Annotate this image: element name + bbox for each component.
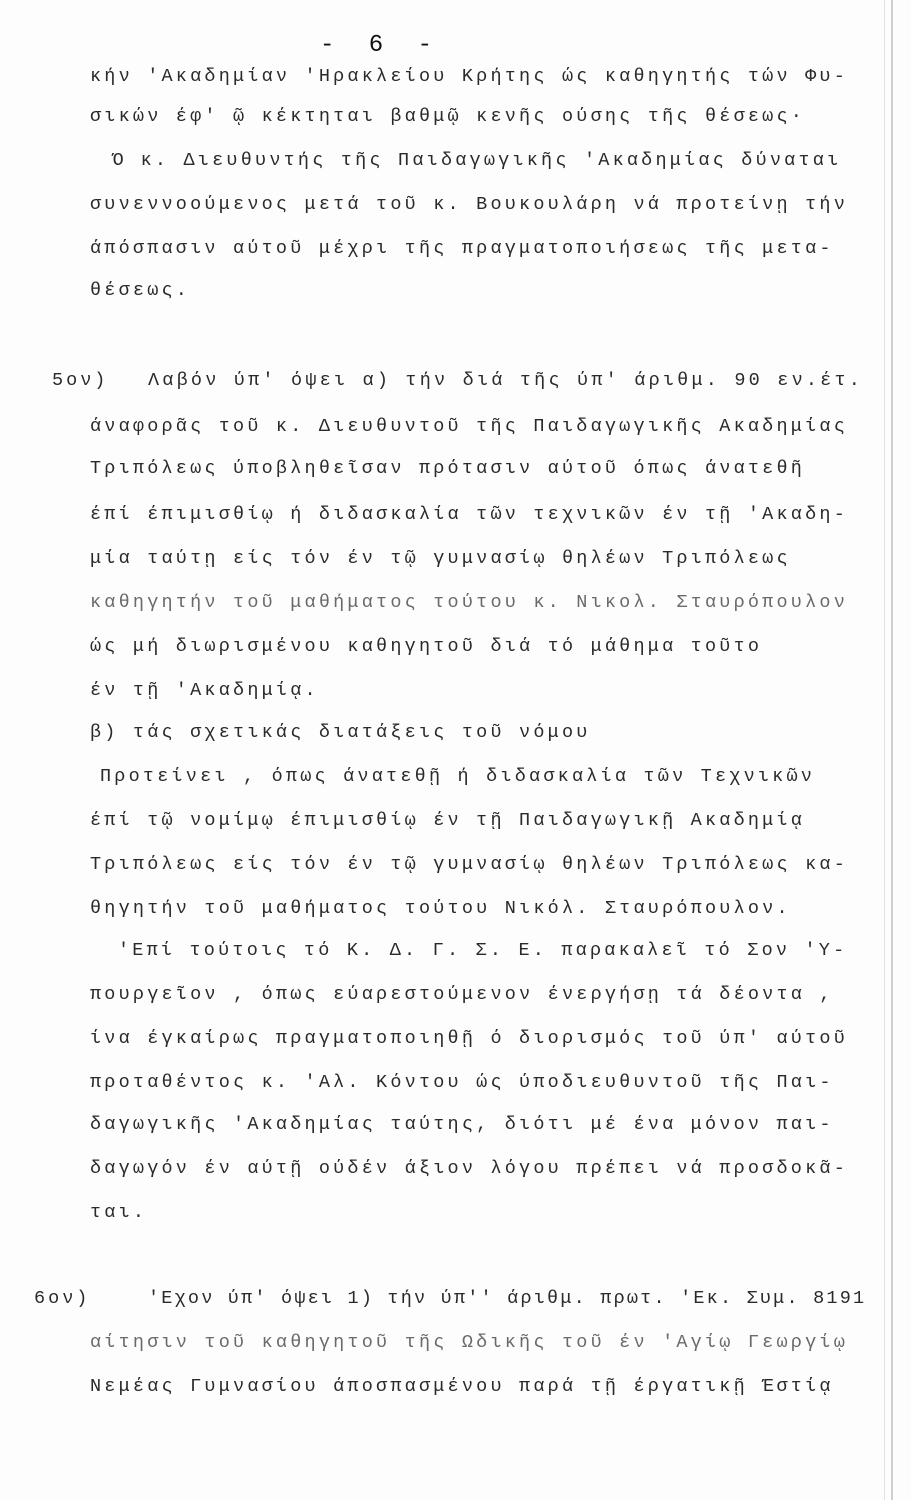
text-line: κήν 'Ακαδημίαν 'Ηρακλείου Κρήτης ώς καθηγητής τών Φυ- [90, 66, 848, 87]
text-line: άπόσπασιν αύτοῦ μέχρι τῆς πραγματοποιήσεως τῆς μετα- [90, 238, 834, 259]
text-line: Ό κ. Διευθυντής τῆς Παιδαγωγικῆς 'Ακαδημίας δύναται [112, 150, 842, 171]
text-line: άναφορᾶς τοῦ κ. Διευθυντοῦ τῆς Παιδαγωγικῆς Ακαδημίας [90, 416, 848, 437]
text-line: μία ταύτῃ είς τόν έν τῷ γυμνασίῳ θηλέων Τριπόλεως [90, 548, 791, 569]
text-line: Τριπόλεως είς τόν έν τῷ γυμνασίῳ θηλέων Τριπόλεως κα- [90, 854, 848, 875]
text-line: δαγωγικῆς 'Ακαδημίας ταύτης, διότι μέ ένα μόνον παι- [90, 1114, 834, 1135]
page-edge-line-inner [884, 0, 885, 1500]
text-line: ται. [90, 1202, 148, 1223]
text-line: καθηγητήν τοῦ μαθήματος τούτου κ. Νικολ. Σταυρόπουλον [90, 592, 848, 613]
text-line: έν τῇ 'Ακαδημίᾳ. [90, 680, 319, 701]
text-line: δαγωγόν έν αύτῇ ούδέν άξιον λόγου πρέπει νά προσδοκᾶ- [90, 1158, 848, 1179]
text-line: ώς μή διωρισμένου καθηγητοῦ διά τό μάθημα τοῦτο [90, 636, 763, 657]
text-line: Τριπόλεως ύποβληθεῖσαν πρότασιν αύτοῦ όπως άνατεθῆ [90, 458, 806, 479]
text-line: πουργεῖον , όπως εύαρεστούμενον ένεργήσῃ τά δέοντα , [90, 984, 834, 1005]
text-line: β) τάς σχετικάς διατάξεις τοῦ νόμου [90, 722, 591, 743]
text-line: θηγητήν τοῦ μαθήματος τούτου Νικόλ. Σταυρόπουλον. [90, 898, 791, 919]
text-line: έπί τῷ νομίμῳ έπιμισθίῳ έν τῇ Παιδαγωγικῇ Ακαδημίᾳ [90, 810, 806, 831]
text-line: 'Επί τούτοις τό Κ. Δ. Γ. Σ. Ε. παρακαλεῖ τό Σον 'Υ- [118, 940, 848, 961]
item-marker: 6ον) [34, 1288, 91, 1309]
text-line: συνεννοούμενος μετά τοῦ κ. Βουκουλάρη νά προτείνῃ τήν [90, 194, 848, 215]
text-line: Λαβόν ύπ' όψει α) τήν διά τῆς ύπ' άριθμ. 90 εν.έτ. [148, 370, 864, 391]
text-line: θέσεως. [90, 280, 191, 301]
item-marker: 5ον) [52, 370, 109, 391]
text-line: Προτείνει , όπως άνατεθῇ ή διδασκαλία τῶν Τεχνικῶν [100, 766, 816, 787]
text-line: Νεμέας Γυμνασίου άποσπασμένου παρά τῇ έργατικῇ Έστίᾳ [90, 1376, 834, 1397]
text-line: ίνα έγκαίρως πραγματοποιηθῇ ό διορισμός τοῦ ύπ' αύτοῦ [90, 1028, 848, 1049]
page-edge-line [891, 0, 893, 1500]
text-line: προταθέντος κ. 'Αλ. Κόντου ώς ύποδιευθυντοῦ τῆς Παι- [90, 1072, 834, 1093]
text-line: σικών έφ' ῷ κέκτηται βαθμῷ κενῆς ούσης τῆς θέσεως· [90, 106, 806, 127]
text-line: αίτησιν τοῦ καθηγητοῦ τῆς Ωδικῆς τοῦ έν 'Αγίῳ Γεωργίῳ [90, 1332, 848, 1353]
text-line: 'Εχον ύπ' όψει 1) τήν ύπ'' άριθμ. πρωτ. 'Εκ. Συμ. 8191 [148, 1288, 867, 1309]
page-number: - 6 - [320, 32, 443, 59]
text-line: έπί έπιμισθίῳ ή διδασκαλία τῶν τεχνικῶν έν τῇ 'Ακαδη- [90, 504, 848, 525]
